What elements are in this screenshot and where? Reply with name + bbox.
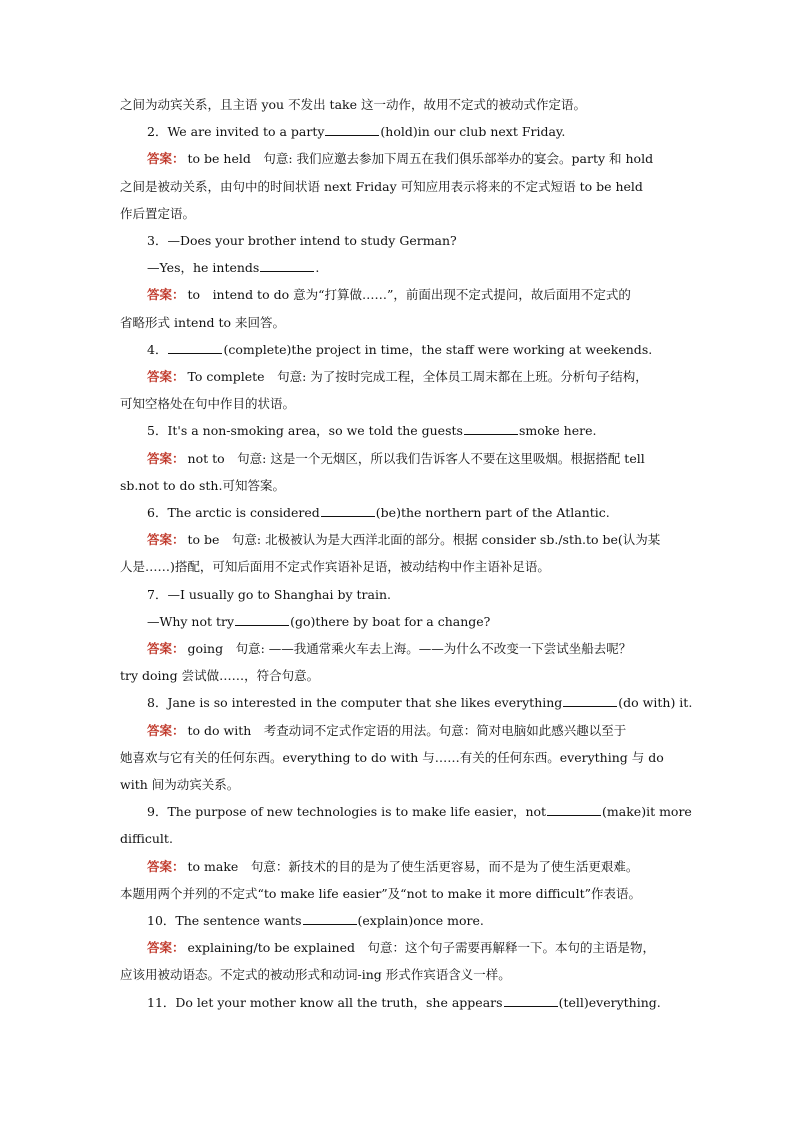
text-line [147, 421, 675, 441]
answer-label: 答案： [147, 369, 185, 384]
answer-line [147, 449, 675, 469]
text-line [147, 911, 675, 931]
text-line [147, 993, 675, 1013]
text-line [147, 258, 675, 278]
answer-blank [547, 802, 601, 816]
text-line [120, 884, 675, 904]
line-text: 8．Jane is so interested in the computer that she likes everything [147, 695, 563, 711]
line-text-after-blank: (do with) it. [618, 695, 693, 711]
answer-line [147, 149, 675, 169]
line-text: 应该用被动语态。不定式的被动形式和动词-ing 形式作宾语含义一样。 [120, 967, 511, 983]
line-text-after-blank: (make)it more [602, 804, 692, 820]
line-text: 之间为动宾关系，且主语 you 不发出 take 这一动作，故用不定式的被动式作定语。 [120, 97, 586, 112]
line-text: not to 句意: 这是一个无烟区，所以我们告诉客人不要在这里吸烟。根据搭配 tell [187, 450, 645, 466]
text-line [120, 394, 675, 414]
line-text-after-blank: (tell)everything. [558, 994, 661, 1010]
text-line [120, 177, 675, 197]
line-text: sb.not to do sth.可知答案。 [120, 477, 285, 493]
line-text-after-blank: (hold)in our club next Friday. [380, 124, 566, 140]
answer-label: 答案： [147, 450, 185, 466]
line-text: 本题用两个并列的不定式“to make life easier”及“not to make it more difficult”作表语。 [120, 885, 641, 901]
line-text: to do with 考查动词不定式作定语的用法。句意：简对电脑如此感兴趣以至于 [187, 722, 627, 738]
line-text: try doing 尝试做……，符合句意。 [120, 668, 320, 684]
line-text: going 句意: ——我通常乘火车去上海。——为什么不改变一下尝试坐船去呢？ [187, 641, 632, 656]
answer-label: 答案： [147, 532, 185, 548]
line-text-after-blank: (be)the northern part of the Atlantic. [375, 505, 610, 520]
answer-blank [235, 612, 289, 626]
text-line [147, 612, 675, 632]
answer-blank [260, 258, 314, 272]
line-text: 7．—I usually go to Shanghai by train. [147, 586, 391, 602]
text-line [147, 693, 693, 713]
text-line [147, 122, 675, 142]
line-text-after-blank: (go)there by boat for a change? [290, 613, 491, 629]
text-line [120, 313, 675, 333]
line-text: 之间是被动关系，由句中的时间状语 next Friday 可知应用表示将来的不定式短语 to be held [120, 178, 643, 194]
line-text: to be held 句意: 我们应邀去参加下周五在我们俱乐部举办的宴会。party 和 hold [187, 151, 654, 167]
line-text: to be 句意: 北极被认为是大西洋北面的部分。根据 consider sb./sth.to be(认为某 [187, 532, 661, 548]
line-text: —Why not try [147, 613, 235, 629]
text-line [120, 666, 675, 686]
answer-label: 答案： [147, 287, 185, 303]
text-line [147, 340, 675, 360]
answer-blank [464, 421, 518, 435]
line-text: difficult. [120, 831, 173, 847]
line-text: to intend to do 意为“打算做……”，前面出现不定式提问，故后面用不定式的 [187, 287, 631, 303]
answer-line [147, 721, 675, 741]
answer-line [147, 367, 675, 387]
line-text-after-blank: (complete)the project in time，the staff were working at weekends. [223, 341, 653, 357]
answer-line [147, 285, 675, 305]
answer-blank [504, 993, 558, 1007]
answer-line [147, 639, 675, 659]
answer-blank [325, 122, 379, 136]
line-text: with 间为动宾关系。 [120, 777, 240, 792]
text-line [147, 503, 675, 523]
line-text: 她喜欢与它有关的任何东西。everything to do with 与……有关的任何东西。everything 与 do [120, 749, 664, 765]
line-text: 2．We are invited to a party [147, 124, 325, 140]
answer-blank [321, 503, 375, 517]
line-text-after-blank: smoke here. [518, 423, 597, 439]
line-text-after-blank: (explain)once more. [357, 913, 484, 928]
line-text: 作后置定语。 [120, 205, 196, 221]
answer-label: 答案： [147, 151, 185, 167]
line-text: To complete 句意: 为了按时完成工程，全体员工周末都在上班。分析句子结构， [187, 369, 648, 384]
answer-blank [563, 693, 617, 707]
line-text: 10．The sentence wants [147, 913, 302, 928]
line-text: to make 句意：新技术的目的是为了使生活更容易，而不是为了使生活更艰难。 [187, 858, 639, 874]
answer-line [147, 938, 675, 958]
line-text-after-blank: . [315, 260, 320, 276]
line-text: explaining/to be explained 句意：这个句子需要再解释一下。本句的主语是物， [187, 940, 655, 956]
answer-line [147, 857, 675, 877]
text-line [147, 231, 675, 251]
line-text: 9．The purpose of new technologies is to make life easier，not [147, 804, 547, 820]
answer-label: 答案： [147, 858, 185, 874]
text-line [120, 829, 675, 849]
answer-blank [168, 340, 222, 354]
text-line [120, 557, 675, 577]
text-line [120, 748, 675, 768]
text-line [120, 204, 675, 224]
line-text: 11．Do let your mother know all the truth，she appears [147, 994, 503, 1010]
line-text: 4． [147, 341, 168, 357]
text-line [120, 775, 675, 795]
line-text: 5．It's a non-smoking area，so we told the guests [147, 423, 463, 439]
line-text: 省略形式 intend to 来回答。 [120, 314, 285, 330]
answer-label: 答案： [147, 722, 185, 738]
text-line [120, 965, 675, 985]
line-text: 3．—Does your brother intend to study German? [147, 233, 457, 248]
line-text: 可知空格处在句中作目的状语。 [120, 396, 296, 412]
answer-line [147, 530, 675, 550]
answer-label: 答案： [147, 641, 185, 656]
answer-blank [303, 911, 357, 925]
text-line [147, 585, 675, 605]
answer-label: 答案： [147, 940, 185, 956]
line-text: —Yes，he intends [147, 260, 260, 276]
text-line [120, 95, 675, 115]
text-line [147, 802, 692, 822]
text-line [120, 476, 675, 496]
line-text: 人是……)搭配，可知后面用不定式作宾语补足语，被动结构中作主语补足语。 [120, 559, 550, 575]
line-text: 6．The arctic is considered [147, 505, 320, 520]
